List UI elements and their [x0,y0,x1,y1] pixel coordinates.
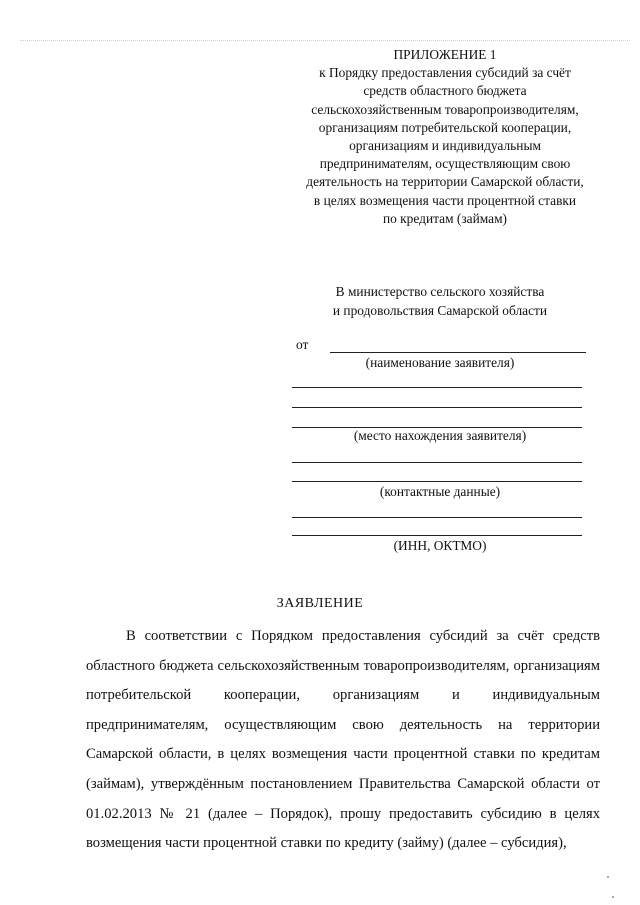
applicant-contacts-caption: (контактные данные) [379,484,501,499]
appendix-line: организациям потребительской кооперации, [318,119,572,135]
addressee-line: В министерство сельского хозяйства [335,284,545,299]
applicant-name-row[interactable] [296,337,586,357]
appendix-line: по кредитам (займам) [382,210,508,226]
appendix-line: к Порядку предоставления субсидий за счёт [319,65,571,81]
addressee-block [290,282,590,320]
document-title: ЗАЯВЛЕНИЕ [276,596,364,611]
from-label: от [296,337,309,352]
applicant-name-field-line[interactable] [330,352,586,353]
appendix-line: организациям и индивидуальным [349,138,541,154]
appendix-title: ПРИЛОЖЕНИЕ 1 [393,47,497,62]
scan-artifact-speck [607,876,609,878]
applicant-location-field-line[interactable] [292,407,582,408]
appendix-line: предпринимателям, осуществляющим свою [319,156,571,172]
applicant-name-caption: (наименование заявителя) [365,355,515,370]
addressee-line: и продовольствия Самарской области [332,303,548,318]
appendix-line: в целях возмещения части процентной ставки [313,192,577,208]
applicant-contacts-field-line[interactable] [292,481,582,482]
appendix-line: деятельность на территории Самарской области, [306,174,584,190]
applicant-inn-field-line[interactable] [292,535,582,536]
applicant-location-field-line[interactable] [292,387,582,388]
appendix-line: сельскохозяйственным товаропроизводителям, [311,101,579,117]
applicant-inn-field-line[interactable] [292,517,582,518]
applicant-contacts-field-line[interactable] [292,462,582,463]
scan-artifact-dots [20,40,630,43]
appendix-line: средств областного бюджета [363,83,527,99]
applicant-inn-caption: (ИНН, ОКТМО) [393,538,487,553]
document-body-paragraph: В соответствии с Порядком предоставления субсидий за счёт средств областного бюджета сельскохозяйственным товаропроизводителям, организациям потребительской кооперации, организациям и индивидуальным предпринимателям, осуществляющим свою деятельность на территории Самарской области, в целях возмещения части процентной ставки по кредитам (займам), утверждённым постановлением Правительства Самарской области от 01.02.2013 № 21 (далее – Порядок), прошу предоставить субсидию в целях возмещения части процентной ставки по кредиту (займу) (далее – субсидия), [86,628,600,852]
applicant-location-caption: (место нахождения заявителя) [353,428,527,443]
scan-artifact-speck [612,896,614,898]
appendix-header [280,46,610,228]
